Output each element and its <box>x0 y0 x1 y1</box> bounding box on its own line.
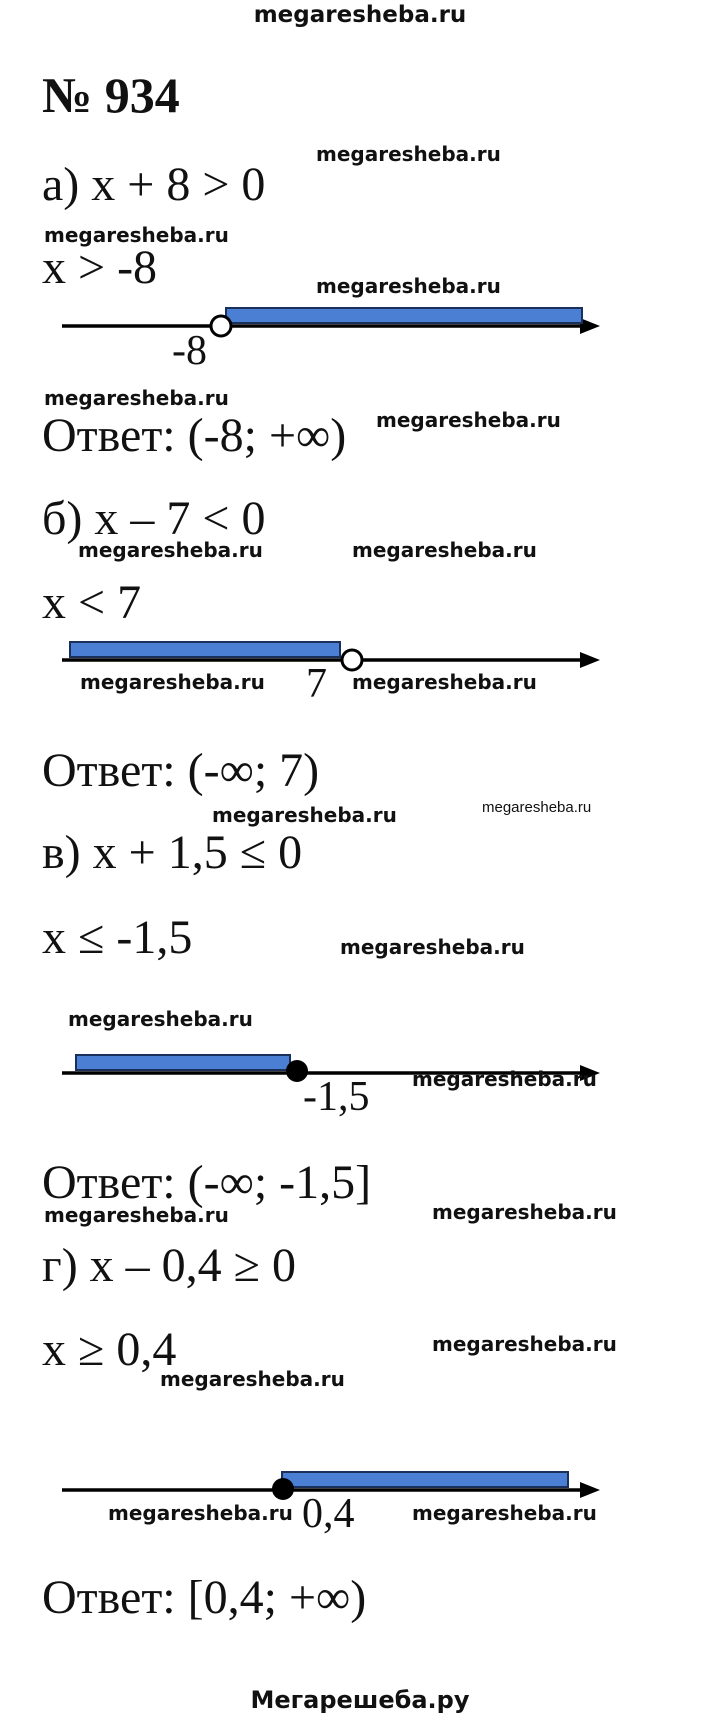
watermark: megaresheba.ru <box>432 1332 617 1356</box>
shaded-interval <box>282 1472 568 1487</box>
number-line-a <box>0 294 720 354</box>
part-c-solution: x ≤ -1,5 <box>42 911 193 964</box>
part-a-answer: Ответ: (-8; +∞) <box>42 409 347 462</box>
part-b-answer: Ответ: (-∞; 7) <box>42 744 320 797</box>
watermark: megaresheba.ru <box>68 1007 253 1031</box>
footer-site: Мегарешеба.ру <box>250 1686 470 1714</box>
part-a-inequality: а) x + 8 > 0 <box>42 158 266 211</box>
watermark: megaresheba.ru <box>44 223 229 247</box>
watermark: megaresheba.ru <box>160 1367 345 1391</box>
watermark: megaresheba.ru <box>412 1501 597 1525</box>
watermark: megaresheba.ru <box>316 274 501 298</box>
watermark: megaresheba.ru <box>44 386 229 410</box>
watermark: megaresheba.ru <box>352 538 537 562</box>
axis-arrow <box>580 1482 600 1498</box>
part-a-point-label: -8 <box>172 328 207 374</box>
part-c-point-label: -1,5 <box>303 1074 370 1120</box>
watermark: megaresheba.ru <box>80 670 265 694</box>
part-c-inequality: в) x + 1,5 ≤ 0 <box>42 826 303 879</box>
watermark: megaresheba.ru <box>482 799 592 816</box>
shaded-interval <box>226 308 582 323</box>
watermark: megaresheba.ru <box>340 935 525 959</box>
watermark: megaresheba.ru <box>212 803 397 827</box>
watermark: megaresheba.ru <box>352 670 537 694</box>
problem-title: № 934 <box>42 67 180 123</box>
watermark: megaresheba.ru <box>412 1067 597 1091</box>
part-d-solution: x ≥ 0,4 <box>42 1323 177 1376</box>
open-point <box>211 316 231 336</box>
watermark: megaresheba.ru <box>108 1501 293 1525</box>
part-c-answer: Ответ: (-∞; -1,5] <box>42 1156 372 1209</box>
part-d-point-label: 0,4 <box>302 1491 355 1537</box>
part-d-answer: Ответ: [0,4; +∞) <box>42 1571 367 1624</box>
shaded-interval <box>76 1055 290 1070</box>
shaded-interval <box>70 642 340 657</box>
part-b-solution: x < 7 <box>42 576 142 629</box>
part-a-solution: x > -8 <box>42 241 158 294</box>
header-site: megaresheba.ru <box>253 2 467 28</box>
watermark: megaresheba.ru <box>376 408 561 432</box>
axis-arrow <box>580 652 600 668</box>
closed-point <box>272 1478 294 1500</box>
part-b-point-label: 7 <box>306 661 327 707</box>
watermark: megaresheba.ru <box>78 538 263 562</box>
part-d-inequality: г) x – 0,4 ≥ 0 <box>42 1239 297 1292</box>
watermark: megaresheba.ru <box>44 1203 229 1227</box>
watermark: megaresheba.ru <box>432 1200 617 1224</box>
watermark: megaresheba.ru <box>316 142 501 166</box>
open-point <box>342 650 362 670</box>
part-b-inequality: б) x – 7 < 0 <box>42 492 266 545</box>
